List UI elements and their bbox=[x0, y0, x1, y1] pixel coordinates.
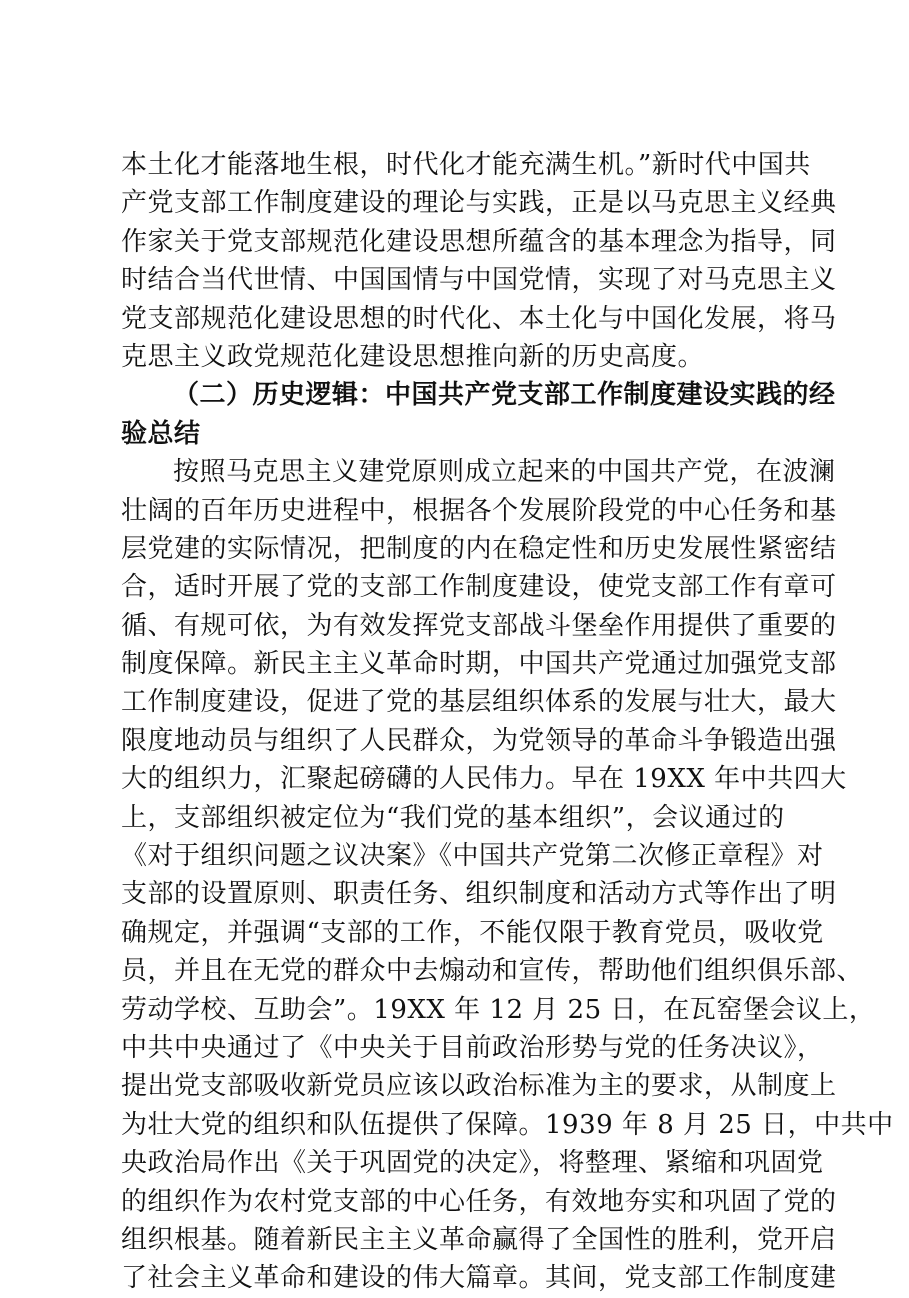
text-line: 循、有规可依，为有效发挥党支部战斗堡垒作用提供了重要的 bbox=[121, 610, 837, 641]
section-heading-continued: 验总结 bbox=[121, 418, 201, 449]
text-line: 组织根基。随着新民主主义革命赢得了全国性的胜利，党开启 bbox=[121, 1224, 837, 1255]
text-line: 央政治局作出《关于巩固党的决定》，将整理、紧缩和巩固党 bbox=[121, 1148, 824, 1179]
text-line: 提出党支部吸收新党员应该以政治标准为主的要求，从制度上 bbox=[121, 1071, 837, 1102]
text-line: 工作制度建设，促进了党的基层组织体系的发展与壮大，最大 bbox=[121, 687, 837, 718]
text-line: 合，适时开展了党的支部工作制度建设，使党支部工作有章可 bbox=[121, 572, 837, 603]
text-line: 产党支部工作制度建设的理论与实践，正是以马克思主义经典 bbox=[121, 188, 837, 219]
text-line: 本土化才能落地生根，时代化才能充满生机。”新时代中国共 bbox=[121, 150, 811, 180]
text-line: 制度保障。新民主主义革命时期，中国共产党通过加强党支部 bbox=[121, 649, 837, 680]
text-line: 作家关于党支部规范化建设思想所蕴含的基本理念为指导，同 bbox=[121, 226, 837, 257]
text-line: 员，并且在无党的群众中去煽动和宣传，帮助他们组织俱乐部、 bbox=[121, 956, 864, 987]
section-heading: （二）历史逻辑：中国共产党支部工作制度建设实践的经 bbox=[173, 380, 836, 411]
text-line: 上，支部组织被定位为“我们党的基本组织”，会议通过的 bbox=[121, 802, 785, 833]
text-line: 克思主义政党规范化建设思想推向新的历史高度。 bbox=[121, 341, 705, 372]
body-text bbox=[121, 146, 894, 1298]
text-line: 支部的设置原则、职责任务、组织制度和活动方式等作出了明 bbox=[121, 879, 837, 910]
text-line: 中共中央通过了《中央关于目前政治形势与党的任务决议》， bbox=[121, 1032, 824, 1063]
text-line: 大的组织力，汇聚起磅礴的人民伟力。早在 19XX 年中共四大 bbox=[121, 764, 847, 795]
text-line: 了社会主义革命和建设的伟大篇章。其间，党支部工作制度建 bbox=[121, 1263, 837, 1294]
text-line: 《对于组织问题之议决案》《中国共产党第二次修正章程》对 bbox=[121, 841, 824, 872]
text-line: 壮阔的百年历史进程中，根据各个发展阶段党的中心任务和基 bbox=[121, 495, 837, 526]
text-line: 限度地动员与组织了人民群众，为党领导的革命斗争锻造出强 bbox=[121, 725, 837, 756]
text-line: 层党建的实际情况，把制度的内在稳定性和历史发展性紧密结 bbox=[121, 533, 837, 564]
text-line: 的组织作为农村党支部的中心任务，有效地夯实和巩固了党的 bbox=[121, 1186, 837, 1217]
paragraph-start: 按照马克思主义建党原则成立起来的中国共产党，在波澜 bbox=[173, 457, 836, 488]
text-line: 时结合当代世情、中国国情与中国党情，实现了对马克思主义 bbox=[121, 265, 837, 296]
text-line: 确规定，并强调“支部的工作，不能仅限于教育党员，吸收党 bbox=[121, 917, 824, 948]
text-line: 为壮大党的组织和队伍提供了保障。1939 年 8 月 25 日，中共中 bbox=[121, 1109, 894, 1140]
text-line: 劳动学校、互助会”。19XX 年 12 月 25 日，在瓦窑堡会议上， bbox=[121, 994, 876, 1025]
text-line: 党支部规范化建设思想的时代化、本土化与中国化发展，将马 bbox=[121, 303, 837, 334]
